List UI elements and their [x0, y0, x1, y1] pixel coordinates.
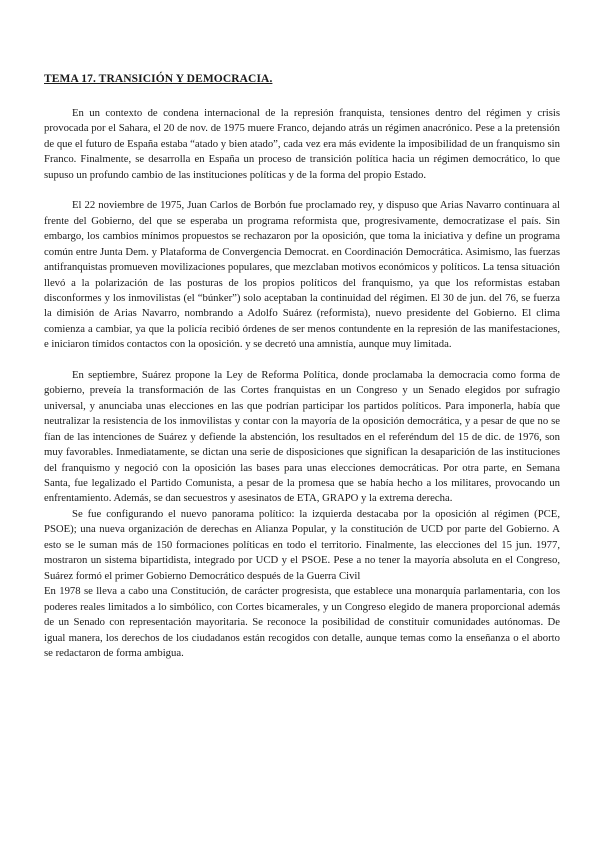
paragraph-constitucion: En 1978 se lleva a cabo una Constitución, de carácter progresista, que establece una monarquía parlamentaria, con los poderes reales limitados a lo simbólico, con Cortes bicamerales, y un Congreso elegido de manera proporcional además de un Senado con representación mayoritaria. Se reconoce la posibilidad de constituir comunidades autónomas. De igual manera, los derechos de los ciudadanos están recogidos con detalle, aunque temas como la enseñanza o el aborto se redactaron de forma ambigua.: [44, 585, 560, 659]
paragraph-arias-navarro: El 22 noviembre de 1975, Juan Carlos de Borbón fue proclamado rey, y dispuso que Arias Navarro continuara al frente del Gobierno, del que se esperaba un programa reformista que, progresivamente, democratizase el país. Sin embargo, los cambios mínimos propuestos se rechazaron por la oposición, que toma la iniciativa y define un programa común entre Junta Dem. y Plataforma de Convergencia Democrat. en Coordinación Democrática. Asimismo, las fuerzas antifranquistas promueven movilizaciones populares, que mezclaban motivos económicos y políticos. La tensa situación llevó a la polarización de las posturas de los propios políticos del franquismo, ya que los reformistas estaban disconformes y los inmovilistas (el “búnker”) solo aceptaban la continuidad del régimen. El 30 de jun. del 76, se fuerza la dimisión de Arias Navarro, nombrando a Adolfo Suárez (reformista), nuevo presidente del Gobierno. El clima comienza a cambiar, ya que la policía recibió órdenes de ser menos contundente en la represión de las manifestaciones, e iniciaron tímidos contactos con la oposición. y se decretó una amnistía, aunque muy limitada.: [44, 199, 560, 351]
paragraph-panorama-politico: Se fue configurando el nuevo panorama político: la izquierda destacaba por la oposición al régimen (PCE, PSOE); una nueva organización de derechas en Alianza Popular, y la constitución de UCD por parte del Gobierno. A esto se le suman más de 150 formaciones políticas en todo el territorio. Finalmente, las elecciones del 15 jun. 1977, mostraron un sistema bipartidista, integrado por UCD y el PSOE. Pese a no tener la mayoría absoluta en el Congreso, Suárez formó el primer Gobierno Democrático después de la Guerra Civil: [44, 507, 560, 582]
paragraph-intro: En un contexto de condena internacional de la represión franquista, tensiones dentro del régimen y crisis provocada por el Sahara, el 20 de nov. de 1975 muere Franco, dejando atrás un régimen anacrónico. Pese a la pretensión de que el futuro de España estaba “atado y bien atado”, cada vez era más evidente la imposibilidad de un franquismo sin Franco. Finalmente, se desarrolla en España un proceso de transición política hacia un régimen democrático, lo que supuso un profundo cambio de las instituciones políticas y de la forma del propio Estado.: [44, 107, 560, 181]
document-title: TEMA 17. TRANSICIÓN Y DEMOCRACIA.: [44, 73, 273, 85]
paragraph-reforma-politica: En septiembre, Suárez propone la Ley de Reforma Política, donde proclamaba la democracia como forma de gobierno, preveía la transformación de las Cortes franquistas en un Congreso y un Senado elegidos por sufragio universal, y anunciaba unas elecciones en las que podrían participar los partidos políticos. Para imponerla, había que neutralizar la resistencia de los inmovilistas y contar con la mayoría de la oposición democrática, y a pesar de que no se fían de las intenciones de Suárez y defiende la abstención, los resultados en el referéndum del 15 de dic. de 1976, son muy favorables. Inmediatamente, se dictan una serie de disposiciones que significan la desaparición de las instituciones del franquismo y negoció con la oposición las bases para unas elecciones democráticas. Por otra parte, en Semana Santa, fue legalizado el Partido Comunista, a pesar de la promesa que se había hecho a los militares, provocando un enfrentamiento. Además, se dan secuestros y asesinatos de ETA, GRAPO y la extrema derecha.: [44, 368, 560, 505]
document-body: [44, 106, 560, 661]
